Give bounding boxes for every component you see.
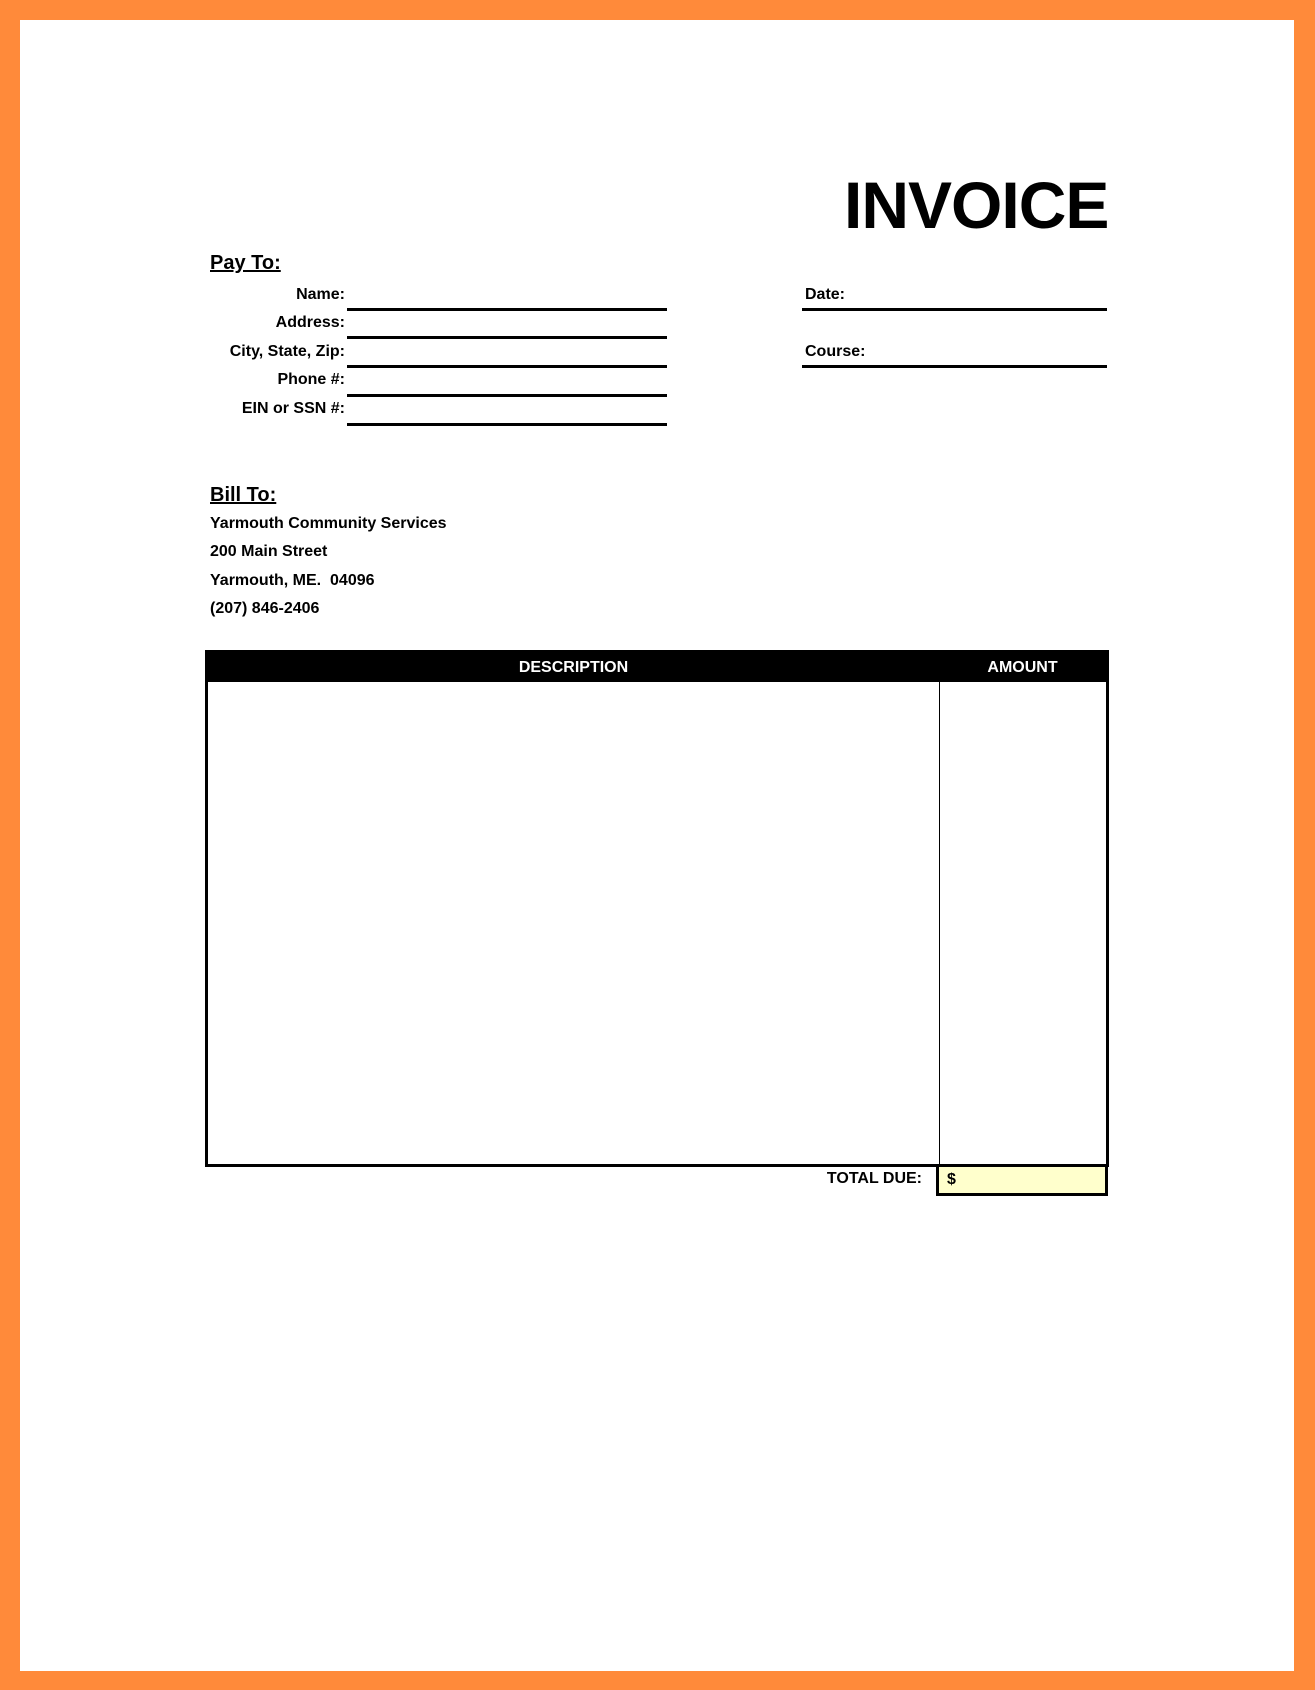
ein-ssn-field[interactable]: [347, 423, 667, 426]
total-due-field[interactable]: [936, 1164, 1108, 1196]
date-label: Date:: [805, 286, 846, 303]
table-header: [208, 653, 1106, 682]
course-label: Course:: [805, 343, 866, 360]
name-field[interactable]: [347, 308, 667, 311]
bill-to-heading: Bill To:: [210, 484, 277, 506]
pay-to-heading: Pay To:: [210, 252, 281, 274]
date-field[interactable]: [802, 308, 1107, 311]
bill-to-line: (207) 846-2406: [210, 600, 320, 617]
description-header: DESCRIPTION: [518, 659, 629, 676]
city-state-zip-field[interactable]: [347, 365, 667, 368]
city-state-zip-label: City, State, Zip:: [229, 343, 345, 360]
invoice-title: INVOICE: [844, 168, 1109, 242]
total-due-label: TOTAL DUE:: [826, 1170, 922, 1187]
bill-to-line: Yarmouth, ME. 04096: [210, 572, 375, 589]
bill-to-line: Yarmouth Community Services: [210, 515, 447, 532]
total-due-value: $: [947, 1171, 956, 1188]
line-items-table: [205, 650, 1109, 1167]
description-cell[interactable]: [208, 682, 939, 1164]
amount-cell[interactable]: [940, 682, 1106, 1164]
course-field[interactable]: [802, 365, 1107, 368]
name-label: Name:: [296, 286, 345, 303]
ein-ssn-label: EIN or SSN #:: [241, 400, 345, 417]
phone-field[interactable]: [347, 394, 667, 397]
bill-to-line: 200 Main Street: [210, 543, 328, 560]
address-label: Address:: [275, 314, 345, 331]
amount-header: AMOUNT: [987, 659, 1058, 676]
phone-label: Phone #:: [277, 371, 345, 388]
address-field[interactable]: [347, 336, 667, 339]
